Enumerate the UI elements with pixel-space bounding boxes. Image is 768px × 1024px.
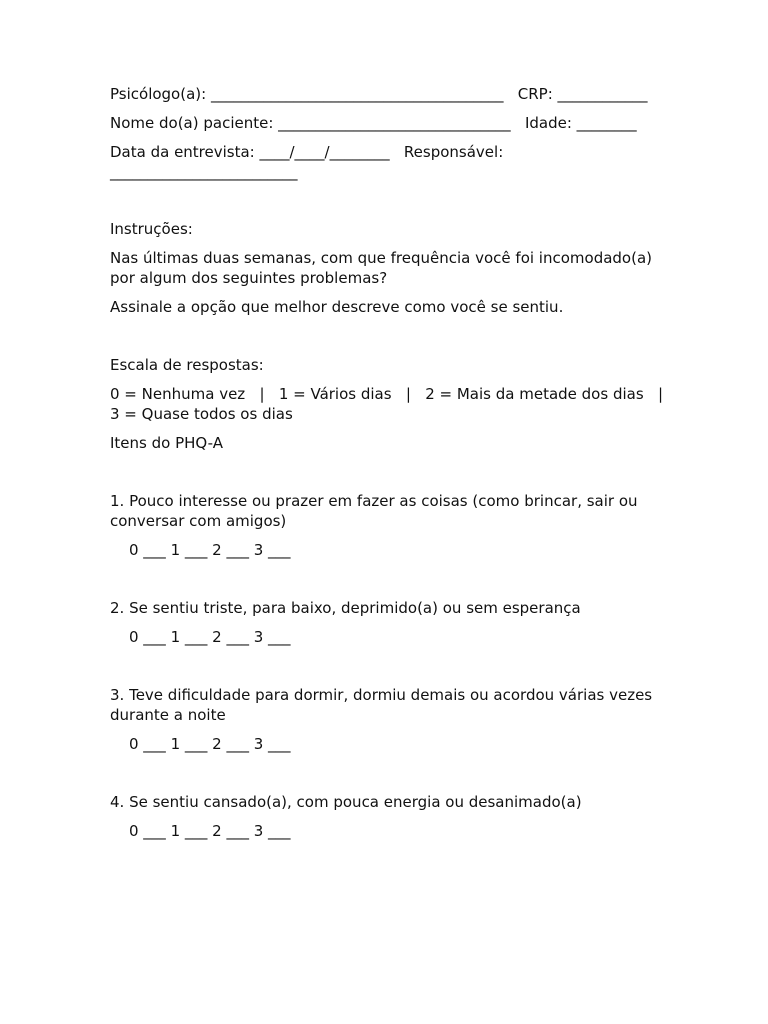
item-2 [110,598,670,647]
item-question: 3. Teve dificuldade para dormir, dormiu demais ou acordou várias vezes durante a noite [110,686,657,724]
item-3 [110,685,670,754]
instructions-paragraph-2: Assinale a opção que melhor descreve como você se sentiu. [110,298,564,316]
item-question: 2. Se sentiu triste, para baixo, deprimido(a) ou sem esperança [110,599,581,617]
item-answer-options[interactable]: 0 ___ 1 ___ 2 ___ 3 ___ [129,735,291,753]
instructions-title: Instruções: [110,220,193,238]
document-page [110,84,678,841]
paciente-line: Nome do(a) paciente: _______________________________ Idade: ________ [110,114,637,132]
psicologo-line: Psicólogo(a): _______________________________________ CRP: ____________ [110,85,648,103]
instructions-paragraph-1: Nas últimas duas semanas, com que frequência você foi incomodado(a) por algum dos seguintes problemas? [110,249,657,287]
scale-text: 0 = Nenhuma vez | 1 = Vários dias | 2 = Mais da metade dos dias | 3 = Quase todos os dias [110,385,678,423]
item-question: 4. Se sentiu cansado(a), com pouca energia ou desanimado(a) [110,793,582,811]
psicologo-field[interactable] [110,84,670,104]
items-title: Itens do PHQ-A [110,434,223,452]
paciente-field[interactable] [110,113,670,133]
item-4 [110,792,670,841]
data-entrevista-field[interactable] [110,142,670,182]
item-answer-options[interactable]: 0 ___ 1 ___ 2 ___ 3 ___ [129,822,291,840]
data-entrevista-line: Data da entrevista: ____/____/________ Responsável: _________________________ [110,143,509,181]
item-answer-options[interactable]: 0 ___ 1 ___ 2 ___ 3 ___ [129,628,291,646]
item-1 [110,491,670,560]
scale-title: Escala de respostas: [110,356,264,374]
item-answer-options[interactable]: 0 ___ 1 ___ 2 ___ 3 ___ [129,541,291,559]
item-question: 1. Pouco interesse ou prazer em fazer as coisas (como brincar, sair ou conversar com amigos) [110,492,643,530]
